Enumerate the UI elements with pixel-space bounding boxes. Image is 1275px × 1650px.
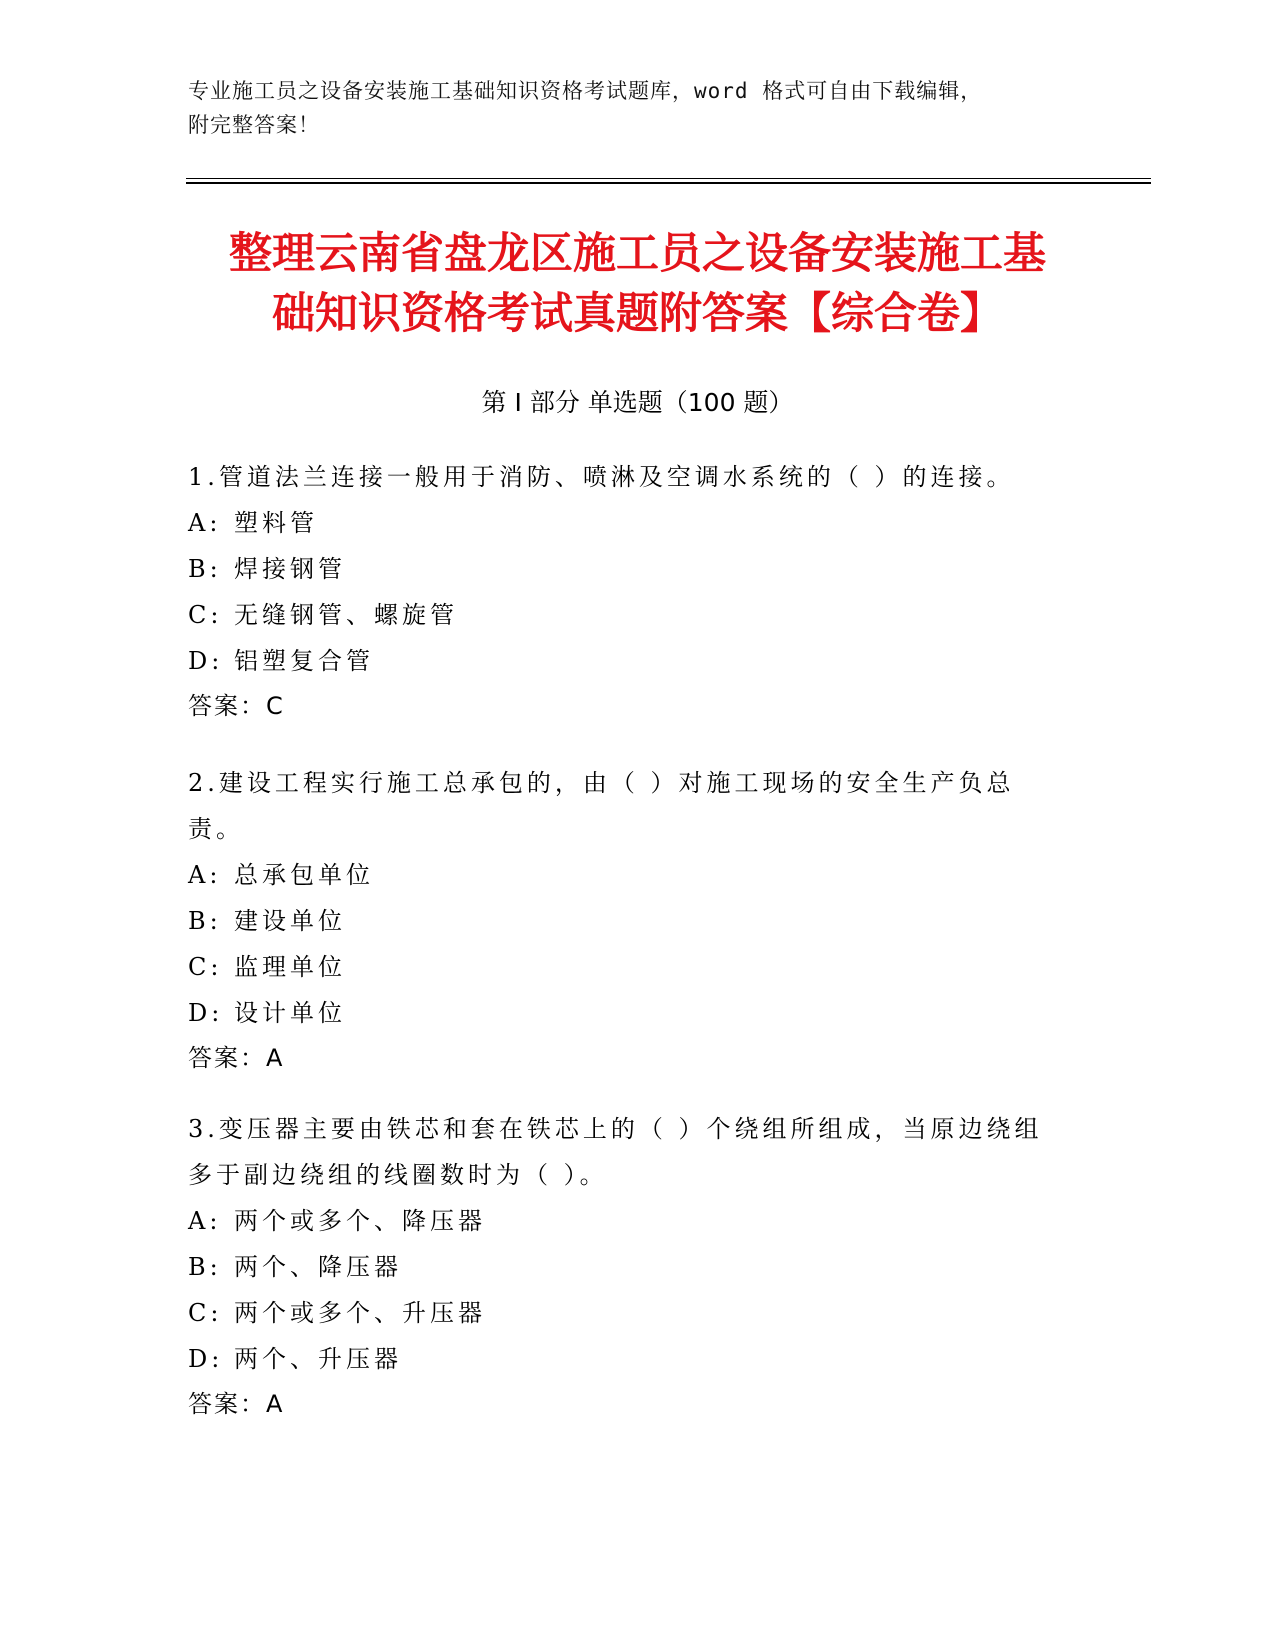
question-stem: 1.管道法兰连接一般用于消防、喷淋及空调水系统的（ ）的连接。 [188, 463, 1015, 491]
option-d [188, 638, 1068, 684]
option-text: 设计单位 [234, 999, 346, 1027]
option-key: D: [188, 999, 224, 1027]
answer-line: 答案：C [188, 692, 285, 720]
option-text: 两个或多个、升压器 [234, 1299, 486, 1327]
option-a [188, 852, 1068, 898]
option-key: B: [188, 907, 222, 935]
option-text: 焊接钢管 [234, 555, 346, 583]
header-note [188, 74, 1088, 142]
option-text: 铝塑复合管 [234, 647, 374, 675]
question-1 [188, 454, 1068, 728]
option-key: A: [188, 861, 222, 889]
option-c [188, 1290, 1068, 1336]
question-3 [188, 1106, 1068, 1426]
option-key: B: [188, 1253, 222, 1281]
document-title-line-2: 础知识资格考试真题附答案【综合卷】 [272, 289, 1003, 339]
option-key: D: [188, 647, 224, 675]
document-title-line-1: 整理云南省盘龙区施工员之设备安装施工基 [229, 229, 1046, 279]
option-key: C: [188, 601, 223, 629]
option-text: 两个、降压器 [234, 1253, 402, 1281]
section-title: 第 I 部分 单选题（100 题） [481, 388, 794, 417]
header-divider-thin [186, 178, 1151, 179]
option-key: B: [188, 555, 222, 583]
option-key: C: [188, 953, 223, 981]
option-a [188, 500, 1068, 546]
option-key: D: [188, 1345, 224, 1373]
question-2 [188, 760, 1068, 1080]
option-text: 建设单位 [234, 907, 346, 935]
answer-line: 答案：A [188, 1044, 285, 1072]
header-note-line-1: 专业施工员之设备安装施工基础知识资格考试题库，word 格式可自由下载编辑， [188, 79, 983, 103]
option-text: 两个、升压器 [234, 1345, 402, 1373]
option-d [188, 990, 1068, 1036]
option-text: 无缝钢管、螺旋管 [234, 601, 458, 629]
option-b [188, 546, 1068, 592]
option-text: 总承包单位 [234, 861, 374, 889]
document-title [150, 224, 1125, 344]
option-text: 塑料管 [234, 509, 318, 537]
option-b [188, 1244, 1068, 1290]
answer-line: 答案：A [188, 1390, 285, 1418]
option-key: A: [188, 509, 222, 537]
option-text: 两个或多个、降压器 [234, 1207, 486, 1235]
option-text: 监理单位 [234, 953, 346, 981]
option-key: C: [188, 1299, 223, 1327]
header-divider-thick [186, 182, 1151, 184]
header-note-line-2: 附完整答案！ [188, 113, 320, 137]
question-stem: 3.变压器主要由铁芯和套在铁芯上的（ ）个绕组所组成，当原边绕组多于副边绕组的线圈数时为（ ）。 [188, 1115, 1043, 1189]
option-b [188, 898, 1068, 944]
option-c [188, 944, 1068, 990]
option-a [188, 1198, 1068, 1244]
option-d [188, 1336, 1068, 1382]
option-key: A: [188, 1207, 222, 1235]
option-c [188, 592, 1068, 638]
question-stem: 2.建设工程实行施工总承包的，由（ ）对施工现场的安全生产负总责。 [188, 769, 1015, 843]
